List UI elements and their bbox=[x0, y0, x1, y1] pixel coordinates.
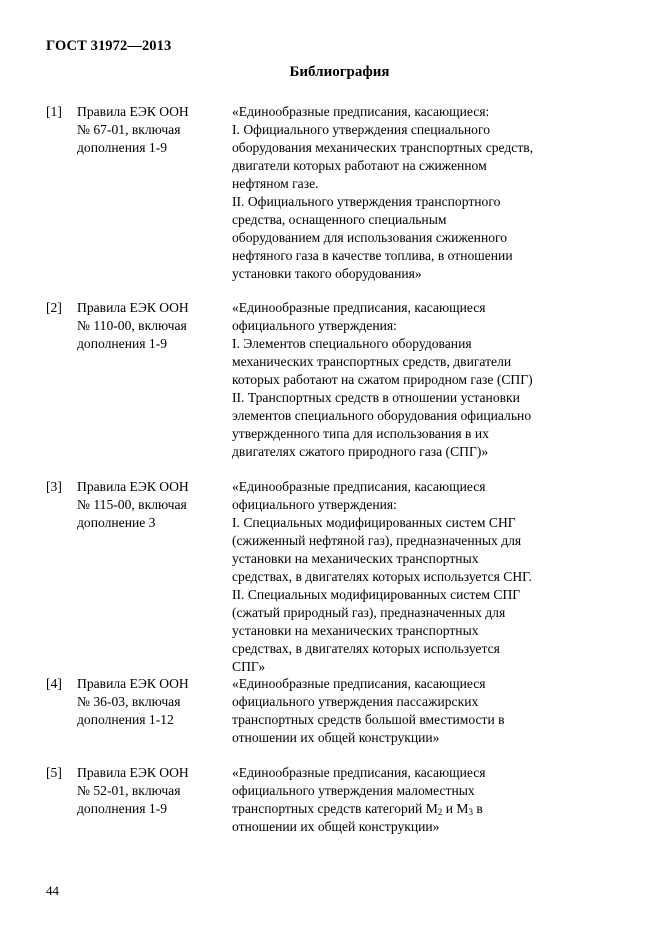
subscript-3: 3 bbox=[468, 807, 473, 817]
entry-description: «Единообразные предписания, касающиеся официального утверждения: I. Специальных модифицированных систем СНГ (сжиженный нефтяной газ), предназначенных для установки на механических транспортных средствах, в двигателях которых используется СНГ. II. Специальных модифицированных систем СПГ (сжатый природный газ), предназначенных для установки на механических транспортных средствах, в двигателях которых используется СПГ» bbox=[232, 479, 532, 674]
entry-number: [2] bbox=[46, 300, 62, 315]
entry-description: «Единообразные предписания, касающиеся официального утверждения: I. Элементов специального оборудования механических транспортных средств, двигатели которых работают на сжатом природном газе (СПГ) II. Транспортных средств в отношении установки элементов специального оборудования официально утвержденного типа для использования в их двигателях сжатого природного газа (СПГ)» bbox=[232, 300, 533, 459]
entry-number: [1] bbox=[46, 104, 62, 119]
entry-rule: Правила ЕЭК ООН № 52-01, включая дополнения 1-9 bbox=[77, 765, 189, 816]
document-header: ГОСТ 31972—2013 bbox=[46, 38, 172, 54]
entry-rule: Правила ЕЭК ООН № 115-00, включая дополнение 3 bbox=[77, 479, 189, 530]
entry-description-part: и М bbox=[442, 801, 469, 816]
entry-description: «Единообразные предписания, касающиеся официального утверждения пассажирских транспортных средств большой вместимости в отношении их общей конструкции» bbox=[232, 676, 505, 745]
entry-rule: Правила ЕЭК ООН № 36-03, включая дополнения 1-12 bbox=[77, 676, 189, 727]
entry-number: [3] bbox=[46, 479, 62, 494]
entry-description: «Единообразные предписания, касающиеся: I. Официального утверждения специального оборудования механических транспортных средств, двигатели которых работают на сжиженном нефтяном газе. II. Официального утверждения транспортного средства, оснащенного специальным оборудованием для использования сжиженного нефтяного газа в качестве топлива, в отношении установки такого оборудования» bbox=[232, 104, 534, 281]
page-number: 44 bbox=[46, 883, 59, 898]
subscript-2: 2 bbox=[437, 807, 443, 817]
entry-description-part: «Единообразные предписания, касающиеся официального утверждения маломестных транспортных средств категорий М bbox=[232, 765, 486, 816]
entry-description bbox=[232, 764, 592, 836]
section-title: Библиография bbox=[289, 64, 390, 80]
entry-rule: Правила ЕЭК ООН № 67-01, включая дополнения 1-9 bbox=[77, 104, 189, 155]
entry-number: [5] bbox=[46, 765, 62, 780]
entry-number: [4] bbox=[46, 676, 62, 691]
entry-description-part: в отношении их общей конструкции» bbox=[232, 801, 483, 834]
entry-rule: Правила ЕЭК ООН № 110-00, включая дополнения 1-9 bbox=[77, 300, 189, 351]
